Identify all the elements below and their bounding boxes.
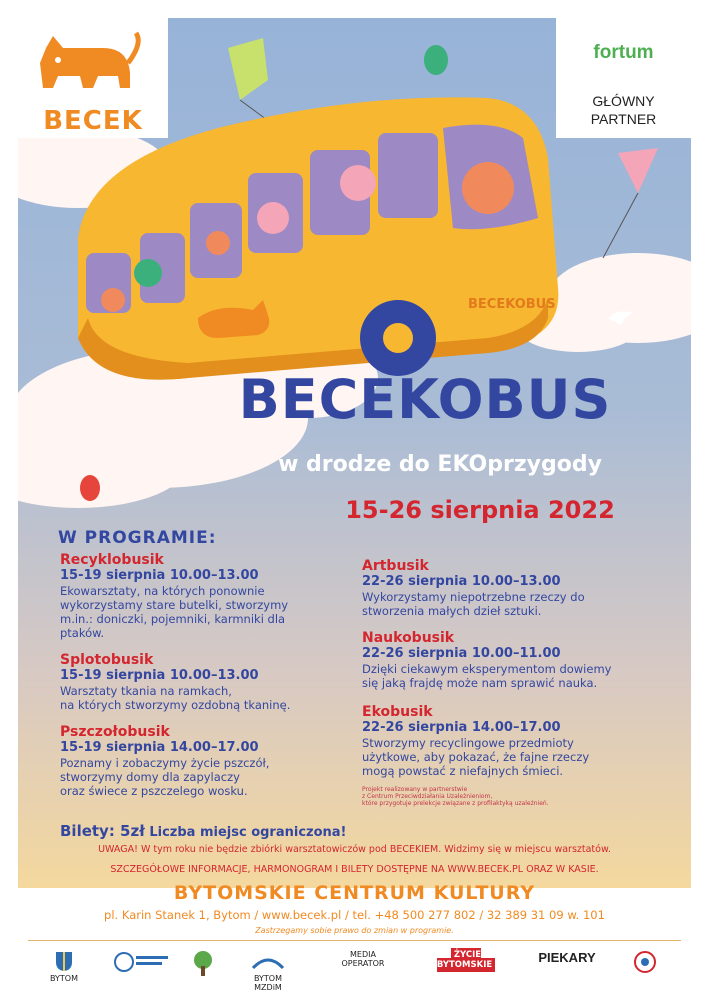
sponsor-piekary[interactable] — [532, 950, 602, 965]
event-pszczolobusik — [60, 724, 320, 798]
bus-illustration — [78, 97, 558, 379]
media-operator-label: MEDIA OPERATOR — [341, 950, 385, 968]
info-text[interactable]: SZCZEGÓŁOWE INFORMACJE, HARMONOGRAM I BILETY DOSTĘPNE NA WWW.BECEK.PL ORAZ W KASIE. — [110, 864, 599, 875]
event-desc-line: Ekowarsztaty, na których ponownie — [60, 584, 265, 598]
frame-left — [0, 0, 18, 1000]
event-dates: 15-26 sierpnia 2022 — [345, 496, 615, 524]
event-naukobusik — [362, 630, 652, 690]
event-splotobusik — [60, 652, 320, 712]
circle-logo-icon — [633, 950, 657, 974]
balloon-icon — [80, 475, 100, 501]
page-subtitle: w drodze do EKOprzygody — [278, 452, 602, 477]
event-name: Ekobusik — [362, 704, 433, 720]
fortum-logo[interactable]: fortum — [593, 42, 654, 63]
reserve-note: Zastrzegamy sobie prawo do zmian w programie. — [255, 926, 454, 935]
partner-label-line2: PARTNER — [590, 111, 657, 127]
event-desc-line: stworzenia małych dzieł sztuki. — [362, 604, 542, 618]
event-date: 15-19 sierpnia 14.00–17.00 — [60, 740, 259, 755]
sponsor-circle-logo[interactable] — [630, 950, 660, 976]
partnership-note-line: które przygotuje prelekcje związane z profilaktyką uzależnień. — [362, 800, 549, 807]
event-desc-line: Poznamy i zobaczymy życie pszczół, — [60, 756, 270, 770]
footer-divider — [28, 940, 681, 941]
event-name: Artbusik — [362, 558, 429, 574]
event-name: Naukobusik — [362, 630, 455, 646]
event-ekobusik — [362, 704, 652, 778]
event-desc-line: się jaką frajdę może nam sprawić nauka. — [362, 676, 598, 690]
program-heading: W PROGRAMIE: — [58, 528, 217, 548]
event-date: 22-26 sierpnia 10.00–13.00 — [362, 574, 561, 589]
event-artbusik — [362, 558, 652, 618]
event-desc-line: mogą powstać z niefajnych śmieci. — [362, 764, 564, 778]
event-name: Splotobusik — [60, 652, 154, 668]
sponsor-mzdim[interactable] — [248, 950, 288, 992]
partner-label-line1: GŁÓWNY — [592, 93, 655, 109]
event-desc-line: na których stworzymy ozdobną tkaninę. — [60, 698, 291, 712]
partnership-note — [362, 786, 602, 807]
cat-logo-icon — [18, 18, 168, 108]
sponsor-tree[interactable] — [188, 950, 218, 980]
event-desc-line: oraz świece z pszczelego wosku. — [60, 784, 248, 798]
partnership-note-line: z Centrum Przeciwdziałania Uzależnieniom, — [362, 793, 493, 800]
event-desc-line: m.in.: doniczki, pojemniki, karmniki dla — [60, 612, 286, 626]
event-recyklobusik — [60, 552, 320, 640]
partnership-note-line: Projekt realizowany w partnerstwie — [362, 786, 468, 793]
piekary-label: PIEKARY — [538, 950, 596, 965]
mzdim-logo-icon — [251, 950, 285, 972]
event-desc-line: Warsztaty tkania na ramkach, — [60, 684, 232, 698]
becek-logo[interactable] — [18, 18, 168, 138]
organizer-address[interactable]: pl. Karin Stanek 1, Bytom / www.becek.pl / tel. +48 500 277 802 / 32 389 31 09 w. 101 — [104, 908, 605, 922]
sponsor-bytom[interactable] — [48, 950, 80, 983]
bytom-crest-icon — [54, 950, 74, 972]
event-desc-line: Wykorzystamy niepotrzebne rzeczy do — [362, 590, 585, 604]
tickets-note: Liczba miejsc ograniczona! — [149, 825, 347, 840]
tickets-price: Bilety: 5zł — [60, 822, 145, 840]
sponsor-zycie-bytomskie[interactable] — [428, 950, 504, 970]
event-desc-line: Dzięki ciekawym eksperymentom dowiemy — [362, 662, 612, 676]
bus-label: BECEKOBUS — [468, 297, 556, 312]
event-name: Pszczołobusik — [60, 724, 170, 740]
balloon-icon — [424, 45, 448, 75]
cpu-logo-icon — [112, 950, 172, 978]
tree-logo-icon — [191, 950, 215, 978]
event-date: 22-26 sierpnia 14.00–17.00 — [362, 720, 561, 735]
zycie-bytomskie-label: ŻYCIE BYTOMSKIE — [437, 948, 495, 972]
event-date: 15-19 sierpnia 10.00–13.00 — [60, 668, 259, 683]
event-date: 22-26 sierpnia 10.00–11.00 — [362, 646, 561, 661]
event-name: Recyklobusik — [60, 552, 164, 568]
event-date: 15-19 sierpnia 10.00–13.00 — [60, 568, 259, 583]
frame-right — [691, 0, 709, 1000]
sponsor-cpu[interactable] — [112, 950, 172, 980]
organizer-name: BYTOMSKIE CENTRUM KULTURY — [173, 882, 536, 904]
event-desc-line: użytkowe, aby pokazać, że fajne rzeczy — [362, 750, 590, 764]
event-desc-line: ptaków. — [60, 626, 105, 640]
sponsor-bytom-label: BYTOM — [49, 974, 79, 983]
event-desc-line: Stworzymy recyclingowe przedmioty — [362, 736, 574, 750]
sponsor-mzdim-label: BYTOM MZDiM — [253, 974, 283, 992]
warning-text: UWAGA! W tym roku nie będzie zbiórki warsztatowiczów pod BECEKIEM. Widzimy się w miejscu warsztatów. — [98, 844, 611, 855]
sponsor-media-operator[interactable] — [328, 950, 398, 968]
partner-box — [556, 18, 691, 138]
becek-logo-text: BECEK — [43, 106, 143, 136]
tickets-line — [60, 822, 346, 840]
event-desc-line: wykorzystamy stare butelki, stworzymy — [60, 598, 289, 612]
event-desc-line: stworzymy domy dla zapylaczy — [60, 770, 240, 784]
page-title: BECEKOBUS — [238, 368, 612, 431]
